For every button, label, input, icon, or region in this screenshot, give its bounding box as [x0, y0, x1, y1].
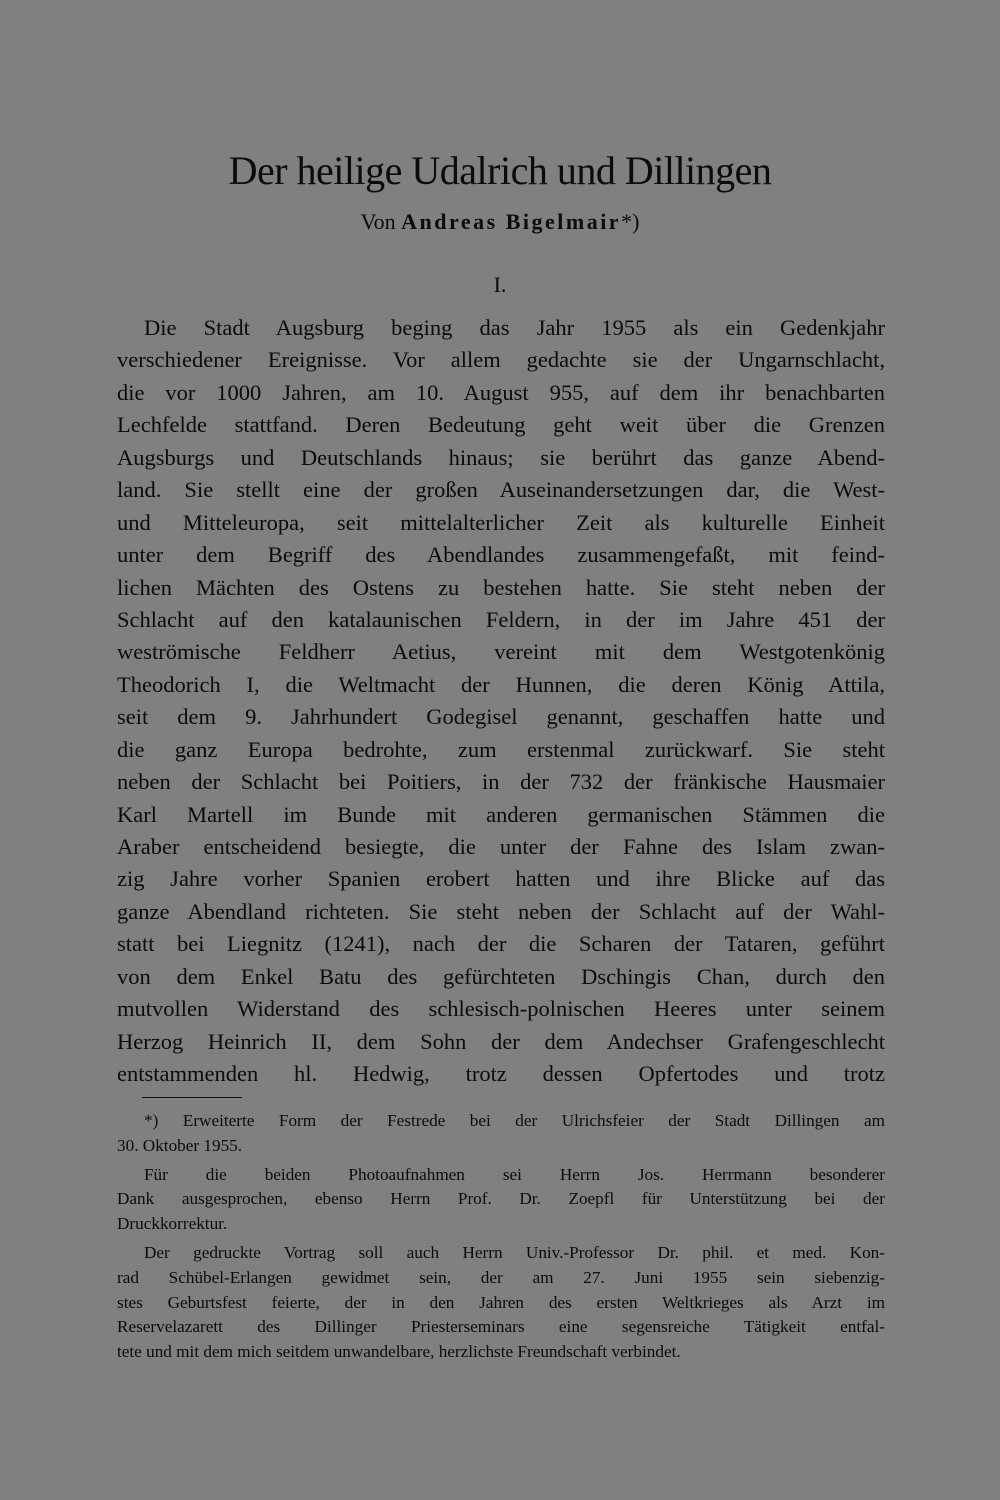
body-line: ganze Abendland richteten. Sie steht neben der Schlacht auf der Wahl-	[117, 898, 885, 924]
footnote-line: Reservelazarett des Dillinger Priesterseminars eine segensreiche Tätigkeit entfal-	[117, 1317, 885, 1337]
footnote-line: stes Geburtsfest feierte, der in den Jahren des ersten Weltkrieges als Arzt im	[117, 1292, 885, 1312]
footnote-line: Dank ausgesprochen, ebenso Herrn Prof. Dr. Zoepfl für Unterstützung bei der	[117, 1189, 885, 1209]
body-line: neben der Schlacht bei Poitiers, in der 732 der fränkische Hausmaier	[117, 769, 885, 795]
body-line: Augsburgs und Deutschlands hinaus; sie berührt das ganze Abend-	[117, 444, 885, 470]
body-line: lichen Mächten des Ostens zu bestehen hatte. Sie steht neben der	[117, 574, 885, 600]
body-line: und Mitteleuropa, seit mittelalterlicher Zeit als kulturelle Einheit	[117, 509, 885, 535]
page-title: Der heilige Udalrich und Dillingen	[228, 148, 772, 193]
footnote-line: 30. Oktober 1955.	[117, 1135, 243, 1155]
body-line: die vor 1000 Jahren, am 10. August 955, auf dem ihr benachbarten	[117, 379, 885, 405]
body-line: verschiedener Ereignisse. Vor allem gedachte sie der Ungarnschlacht,	[117, 347, 885, 373]
author-name: Andreas Bigelmair	[401, 209, 622, 234]
body-line: seit dem 9. Jahrhundert Godegisel genannt, geschaffen hatte und	[117, 704, 885, 730]
body-line: Araber entscheidend besiegte, die unter der Fahne des Islam zwan-	[117, 834, 885, 859]
body-line: von dem Enkel Batu des gefürchteten Dschingis Chan, durch den	[117, 963, 885, 989]
footnote-line: Druckkorrektur.	[117, 1214, 228, 1234]
body-line: zig Jahre vorher Spanien erobert hatten und ihre Blicke auf das	[117, 866, 885, 892]
body-line: Schlacht auf den katalaunischen Feldern, in der im Jahre 451 der	[117, 606, 885, 632]
footnotes	[117, 1109, 885, 1365]
footnote-rule	[142, 1097, 242, 1098]
footnote-line: *) Erweiterte Form der Festrede bei der Ulrichsfeier der Stadt Dillingen am	[144, 1111, 885, 1130]
body-line: weströmische Feldherr Aetius, vereint mit dem Westgotenkönig	[117, 639, 885, 665]
section-numeral: I.	[493, 272, 507, 297]
body-line: Herzog Heinrich II, dem Sohn der dem Andechser Grafengeschlecht	[117, 1028, 885, 1054]
body-line: die ganz Europa bedrohte, zum erstenmal zurückwarf. Sie steht	[117, 736, 885, 762]
byline	[0, 207, 1000, 237]
footnote-line: tete und mit dem mich seitdem unwandelbare, herzlichste Freundschaft verbindet.	[117, 1342, 681, 1362]
footnote-line: rad Schübel-Erlangen gewidmet sein, der am 27. Juni 1955 sein siebenzig-	[117, 1267, 885, 1287]
body-line: entstammenden hl. Hedwig, trotz dessen Opfertodes und trotz	[117, 1061, 885, 1087]
body-line: statt bei Liegnitz (1241), nach der die Scharen der Tataren, geführt	[117, 931, 885, 957]
body-line: Theodorich I, die Weltmacht der Hunnen, die deren König Attila,	[117, 671, 885, 697]
byline-prefix: Von	[360, 209, 396, 234]
body-line: land. Sie stellt eine der großen Auseinandersetzungen dar, die West-	[117, 477, 885, 503]
body-line: Karl Martell im Bunde mit anderen germanischen Stämmen die	[117, 801, 885, 827]
footnote-line: Für die beiden Photoaufnahmen sei Herrn Jos. Herrmann besonderer	[144, 1164, 885, 1184]
footnote-line: Der gedruckte Vortrag soll auch Herrn Univ.-Professor Dr. phil. et med. Kon-	[144, 1242, 885, 1262]
footnote-marker: *)	[621, 209, 640, 234]
body-line: Die Stadt Augsburg beging das Jahr 1955 als ein Gedenkjahr	[144, 315, 885, 340]
body-line: mutvollen Widerstand des schlesisch-polnischen Heeres unter seinem	[117, 996, 885, 1022]
body-line: unter dem Begriff des Abendlandes zusammengefaßt, mit feind-	[117, 542, 885, 568]
body-text	[117, 312, 885, 1091]
body-line: Lechfelde stattfand. Deren Bedeutung geht weit über die Grenzen	[117, 412, 885, 438]
